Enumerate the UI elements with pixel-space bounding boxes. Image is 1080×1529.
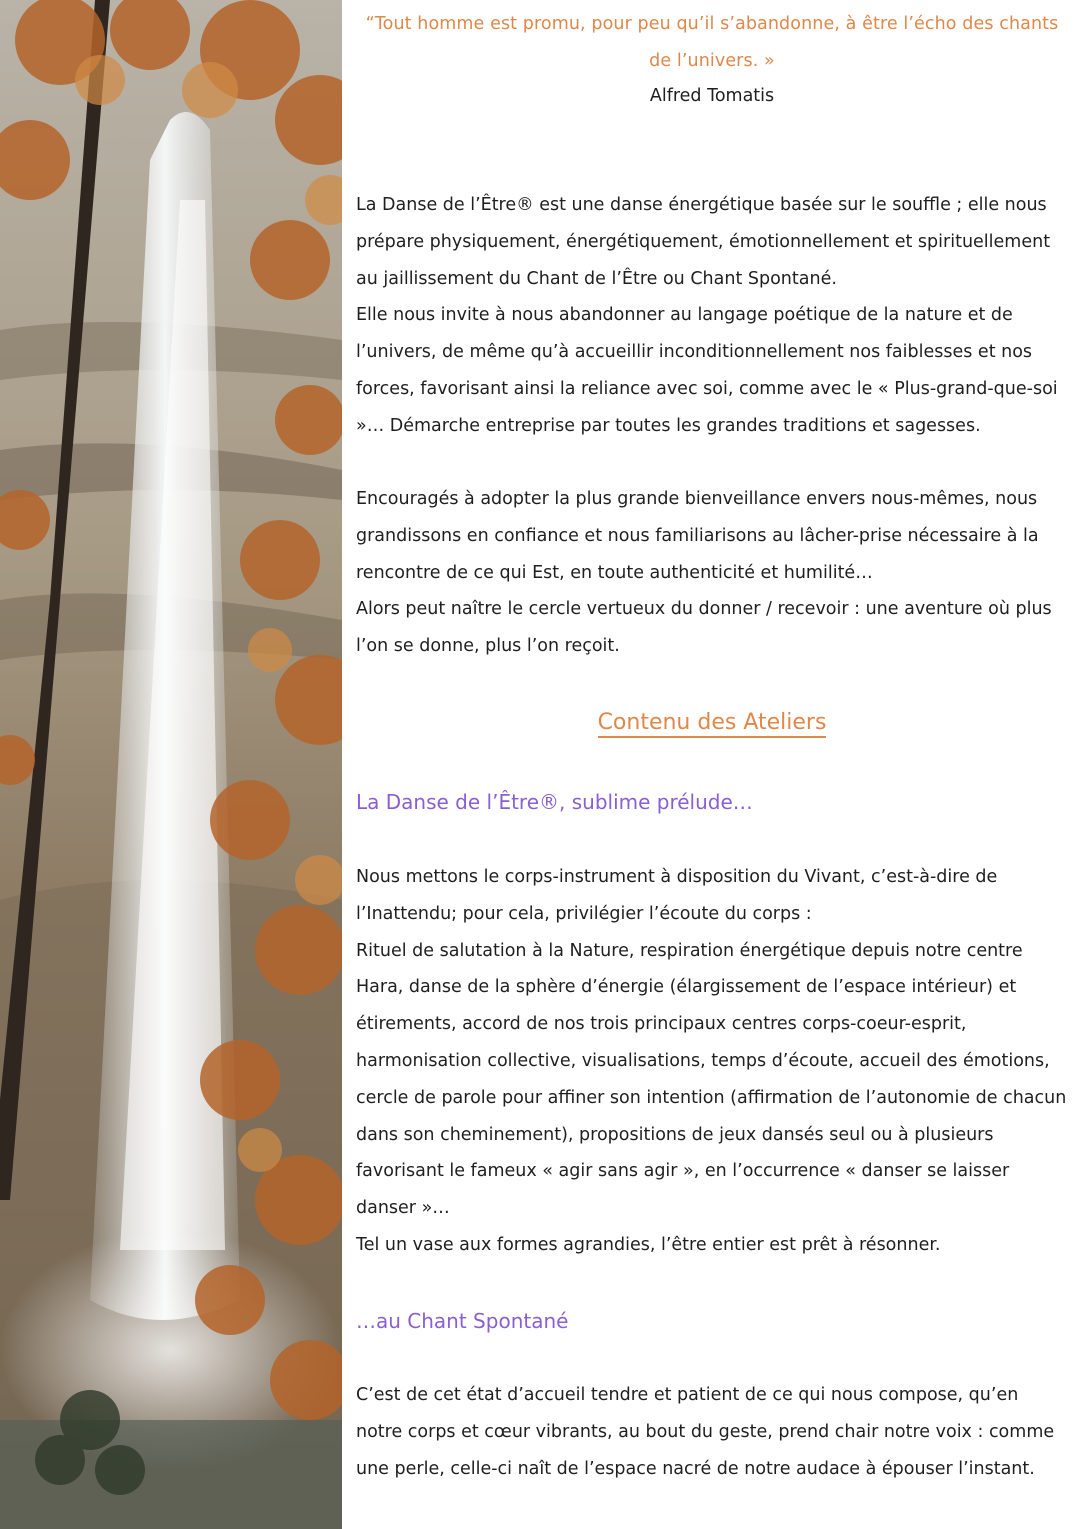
quote-line-1: “Tout homme est promu, pour peu qu’il s’abandonne, à être l’écho des chants — [365, 14, 1059, 34]
quote-line-2: de l’univers. » — [649, 51, 775, 71]
section-title-text: Contenu des Ateliers — [598, 710, 827, 738]
section-title — [356, 703, 1068, 743]
danse-paragraph-2: Rituel de salutation à la Nature, respiration énergétique depuis notre centre Hara, danse de la sphère d’énergie (élargissement de l’espace intérieur) et étirements, accord de nos trois principaux centres corps-coeur-esprit, harmonisation collective, visualisations, temps d’écoute, accueil des émotions, cercle de parole pour affiner son intention (affirmation de l’autonomie de chacun dans son cheminement), propositions de jeux dansés seul ou à plusieurs favorisant le fameux « agir sans agir », en l’occurrence « danser se laisser danser »… — [356, 940, 1067, 1219]
intro-paragraph-3: Encouragés à adopter la plus grande bienveillance envers nous-mêmes, nous grandissons en confiance et nous familiarisons au lâcher-prise nécessaire à la rencontre de ce qui Est, en toute authenticité et humilité… — [356, 489, 1039, 583]
epigraph-quote — [356, 6, 1068, 80]
chant-heading: …au Chant Spontané — [356, 1309, 569, 1333]
chant-block — [356, 1377, 1068, 1487]
danse-paragraph-3: Tel un vase aux formes agrandies, l’être entier est prêt à résonner. — [356, 1234, 941, 1255]
intro-block-1 — [356, 187, 1068, 445]
danse-block — [356, 859, 1068, 1264]
intro-paragraph-4: Alors peut naître le cercle vertueux du donner / recevoir : une aventure où plus l’on se donne, plus l’on reçoit. — [356, 599, 1052, 657]
quote-author: Alfred Tomatis — [649, 86, 775, 106]
chant-paragraph-1: C’est de cet état d’accueil tendre et patient de ce qui nous compose, qu’en notre corps et cœur vibrants, au bout du geste, prend chair notre voix : comme une perle, celle-ci naît de l’espace nacré de notre audace à épouser l’instant. — [356, 1385, 1055, 1479]
intro-paragraph-2: Elle nous invite à nous abandonner au langage poétique de la nature et de l’univers, de même qu’à accueillir inconditionnellement nos faiblesses et nos forces, favorisant ainsi la reliance avec soi, comme avec le « Plus-grand-que-soi »… Démarche entreprise par toutes les grandes traditions et sagesses. — [356, 305, 1058, 436]
intro-paragraph-1: La Danse de l’Être® est une danse énergétique basée sur le souffle ; elle nous prépare physiquement, énergétiquement, émotionnellement et spirituellement au jaillissement du Chant de l’Être ou Chant Spontané. — [356, 195, 1051, 289]
danse-paragraph-1: Nous mettons le corps-instrument à disposition du Vivant, c’est-à-dire de l’Inattendu; pour cela, privilégier l’écoute du corps : — [356, 867, 998, 924]
waterfall-photo — [0, 0, 342, 1529]
intro-block-2 — [356, 481, 1068, 665]
danse-heading: La Danse de l’Être®, sublime prélude… — [356, 790, 753, 814]
